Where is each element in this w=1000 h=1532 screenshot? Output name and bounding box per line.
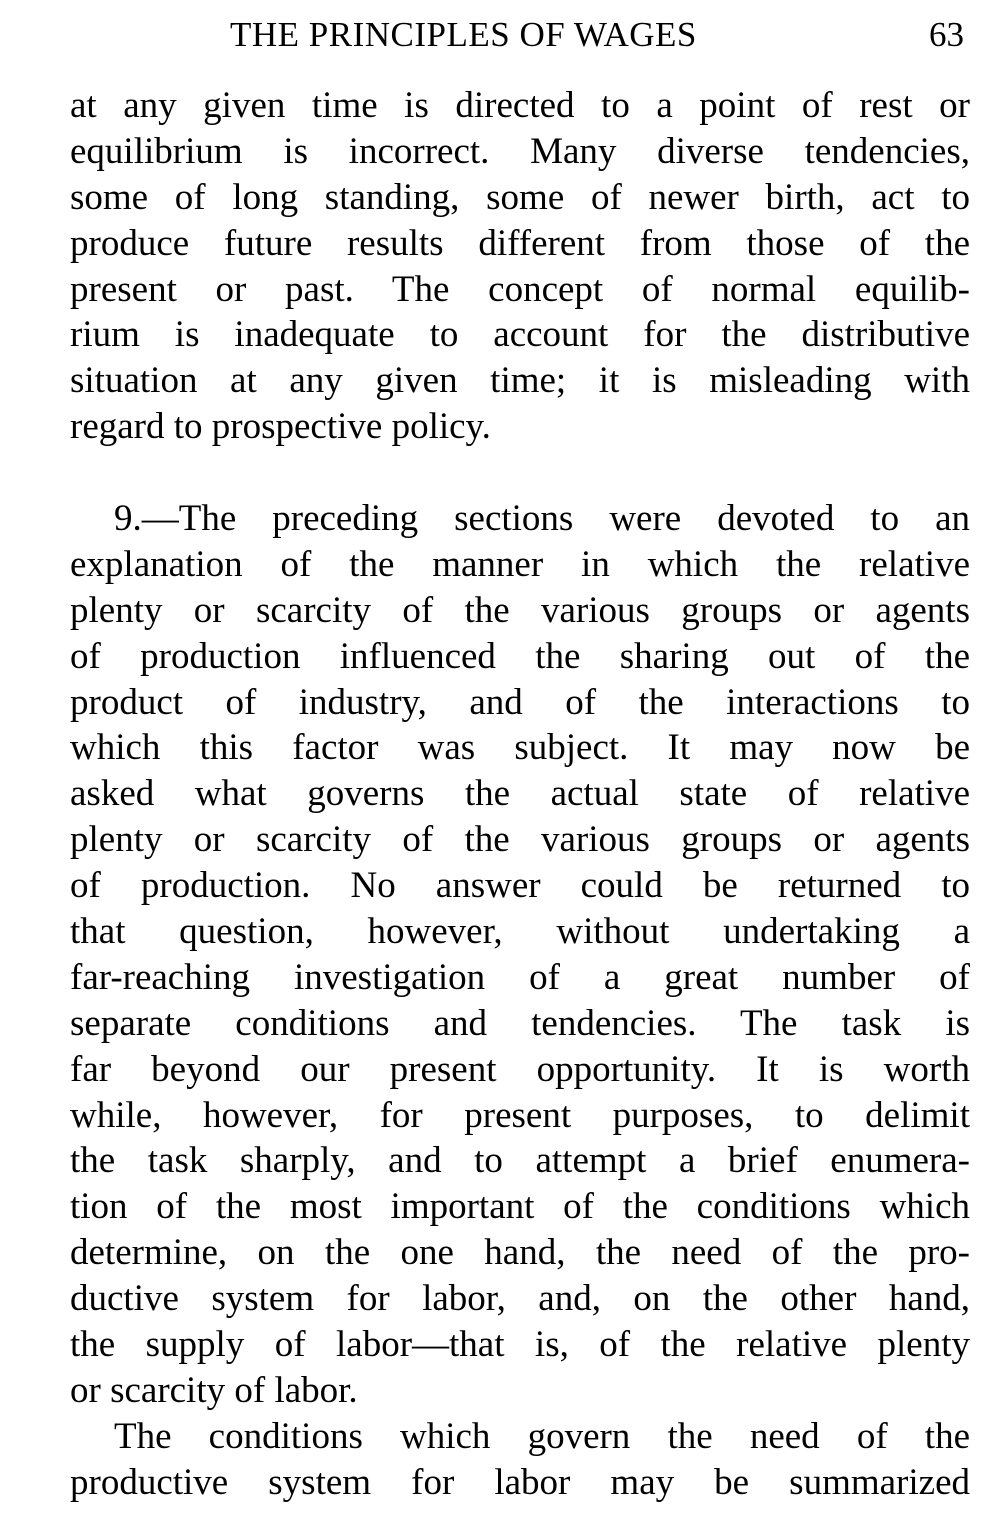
text-line: ductive system for labor, and, on the other hand, (70, 1278, 970, 1320)
text-line: of production. No answer could be returned to (70, 865, 970, 907)
text-line: equilibrium is incorrect. Many diverse tendencies, (70, 130, 970, 172)
text-line: situation at any given time; it is misleading with (70, 360, 970, 402)
text-line: explanation of the manner in which the relative (70, 543, 970, 585)
text-line: tion of the most important of the conditions which (70, 1186, 970, 1228)
paragraph-section-9 (70, 496, 970, 1414)
running-head-title: THE PRINCIPLES OF WAGES (230, 15, 697, 54)
text-line: The conditions which govern the need of the (114, 1415, 970, 1457)
text-line: that question, however, without undertaking a (70, 911, 970, 953)
page-number: 63 (929, 15, 964, 54)
text-line: produce future results different from those of the (70, 222, 970, 264)
text-line: productive system for labor may be summarized (70, 1461, 970, 1503)
text-line: regard to prospective policy. (70, 406, 491, 448)
text-line: at any given time is directed to a point of rest or (70, 85, 970, 126)
text-line: the task sharply, and to attempt a brief enumera- (70, 1140, 970, 1182)
section-9-opening-line: 9.—The preceding sections were devoted to an (114, 498, 970, 540)
section-break (70, 450, 970, 496)
text-line: plenty or scarcity of the various groups or agents (70, 819, 970, 861)
text-line: some of long standing, some of newer birth, act to (70, 176, 970, 218)
text-line: separate conditions and tendencies. The task is (70, 1002, 970, 1044)
text-line: while, however, for present purposes, to delimit (70, 1094, 970, 1136)
body-text (70, 83, 970, 1506)
paragraph-conditions (70, 1414, 970, 1506)
text-line: which this factor was subject. It may now be (70, 727, 970, 769)
text-line: present or past. The concept of normal equilib- (70, 268, 970, 310)
text-line: plenty or scarcity of the various groups or agents (70, 589, 970, 631)
text-line: rium is inadequate to account for the distributive (70, 314, 970, 356)
text-line: determine, on the one hand, the need of the pro- (70, 1232, 970, 1274)
text-line: product of industry, and of the interactions to (70, 681, 970, 723)
text-line: of production influenced the sharing out of the (70, 635, 970, 677)
running-head (70, 10, 970, 60)
text-line: the supply of labor—that is, of the relative plenty (70, 1324, 970, 1366)
text-line: far-reaching investigation of a great number of (70, 956, 970, 998)
text-line: or scarcity of labor. (70, 1369, 358, 1411)
text-line: asked what governs the actual state of relative (70, 773, 970, 815)
text-line: far beyond our present opportunity. It is worth (70, 1048, 970, 1090)
paragraph-continued (70, 83, 970, 450)
